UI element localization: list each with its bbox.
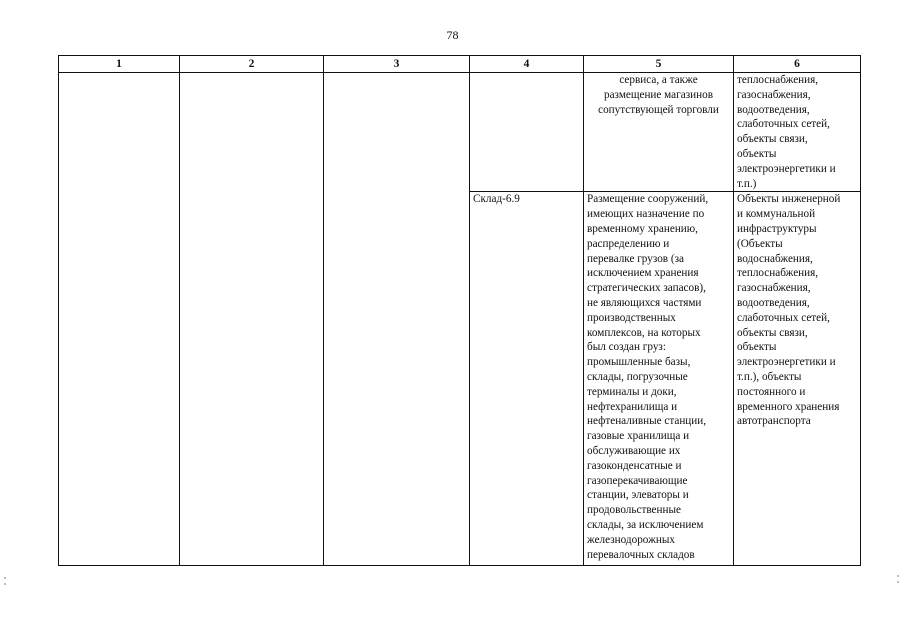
text-line: электроэнергетики и [737, 356, 836, 369]
header-col-2: 2 [180, 56, 324, 73]
text-line: и коммунальной [737, 208, 816, 221]
header-col-5: 5 [584, 56, 734, 73]
scan-speck [897, 575, 899, 577]
text-line: Объекты инженерной [737, 193, 841, 206]
scan-speck [4, 583, 6, 585]
text-line: станции, элеваторы и [587, 489, 689, 502]
cell-col-5-bottom [584, 192, 734, 566]
cell-col-5-top [584, 73, 734, 192]
cell-col-3 [324, 73, 470, 566]
scan-speck [4, 577, 6, 579]
text-line: слаботочных сетей, [737, 118, 830, 131]
text-line: т.п.) [737, 177, 757, 190]
text-line: был создан груз: [587, 341, 666, 354]
text-line: стратегических запасов), [587, 282, 706, 295]
text-line: обслуживающие их [587, 444, 681, 457]
text-line: продовольственные [587, 504, 681, 517]
text-line: объекты [737, 341, 777, 354]
table-row [59, 73, 861, 192]
header-col-4: 4 [470, 56, 584, 73]
text-line: временному хранению, [587, 222, 698, 235]
text-line: сервиса, а также [619, 74, 698, 86]
text-line: газовые хранилища и [587, 430, 690, 443]
text-line: теплоснабжения, [737, 267, 819, 280]
header-col-3: 3 [324, 56, 470, 73]
text-line: водоотведения, [737, 103, 810, 116]
text-line: теплоснабжения, [737, 74, 819, 86]
text-line: постоянного и [737, 385, 806, 398]
text-line: электроэнергетики и [737, 162, 836, 175]
text-line: газоперекачивающие [587, 474, 688, 487]
text-line: (Объекты [737, 237, 783, 250]
text-line: временного хранения [737, 400, 840, 413]
cell-col-2 [180, 73, 324, 566]
cell-col-6-bottom [734, 192, 861, 566]
text-line: склады, погрузочные [587, 370, 688, 383]
cell-col-4-bottom [470, 192, 584, 566]
page-number: 78 [446, 28, 459, 42]
zoning-table [58, 55, 861, 566]
cell-col-6-top [734, 73, 861, 192]
scan-speck [897, 581, 899, 583]
text-line: газоснабжения, [737, 282, 811, 295]
text-line: водоснабжения, [737, 252, 813, 265]
text-line: объекты [737, 147, 777, 160]
header-col-1: 1 [59, 56, 180, 73]
text-line: объекты связи, [737, 326, 808, 339]
text-line: Размещение сооружений, [587, 193, 709, 206]
text-line: сопутствующей торговли [598, 103, 719, 116]
text-line: нефтеналивные станции, [587, 415, 707, 428]
zone-code: Склад-6.9 [473, 193, 520, 206]
text-line: слаботочных сетей, [737, 311, 830, 324]
text-line: газоконденсатные и [587, 459, 682, 472]
text-line: нефтехранилища и [587, 400, 678, 413]
text-line: распределению и [587, 237, 670, 250]
text-line: т.п.), объекты [737, 370, 802, 383]
text-line: железнодорожных [587, 533, 675, 546]
text-line: инфраструктуры [737, 222, 817, 235]
text-line: промышленные базы, [587, 356, 691, 369]
cell-col-1 [59, 73, 180, 566]
text-line: газоснабжения, [737, 88, 811, 101]
text-line: перевалочных складов [587, 548, 695, 561]
text-line: исключением хранения [587, 267, 699, 280]
text-line: не являющихся частями [587, 296, 702, 309]
text-line: склады, за исключением [587, 518, 704, 531]
header-col-6: 6 [734, 56, 861, 73]
cell-col-4-top [470, 73, 584, 192]
text-line: комплексов, на которых [587, 326, 701, 339]
header-row [59, 56, 861, 73]
text-line: терминалы и доки, [587, 385, 677, 398]
text-line: перевалке грузов (за [587, 252, 684, 265]
text-line: водоотведения, [737, 296, 810, 309]
text-line: автотранспорта [737, 415, 811, 428]
text-line: производственных [587, 311, 676, 324]
text-line: объекты связи, [737, 133, 808, 146]
text-line: размещение магазинов [604, 88, 713, 101]
text-line: имеющих назначение по [587, 208, 705, 221]
